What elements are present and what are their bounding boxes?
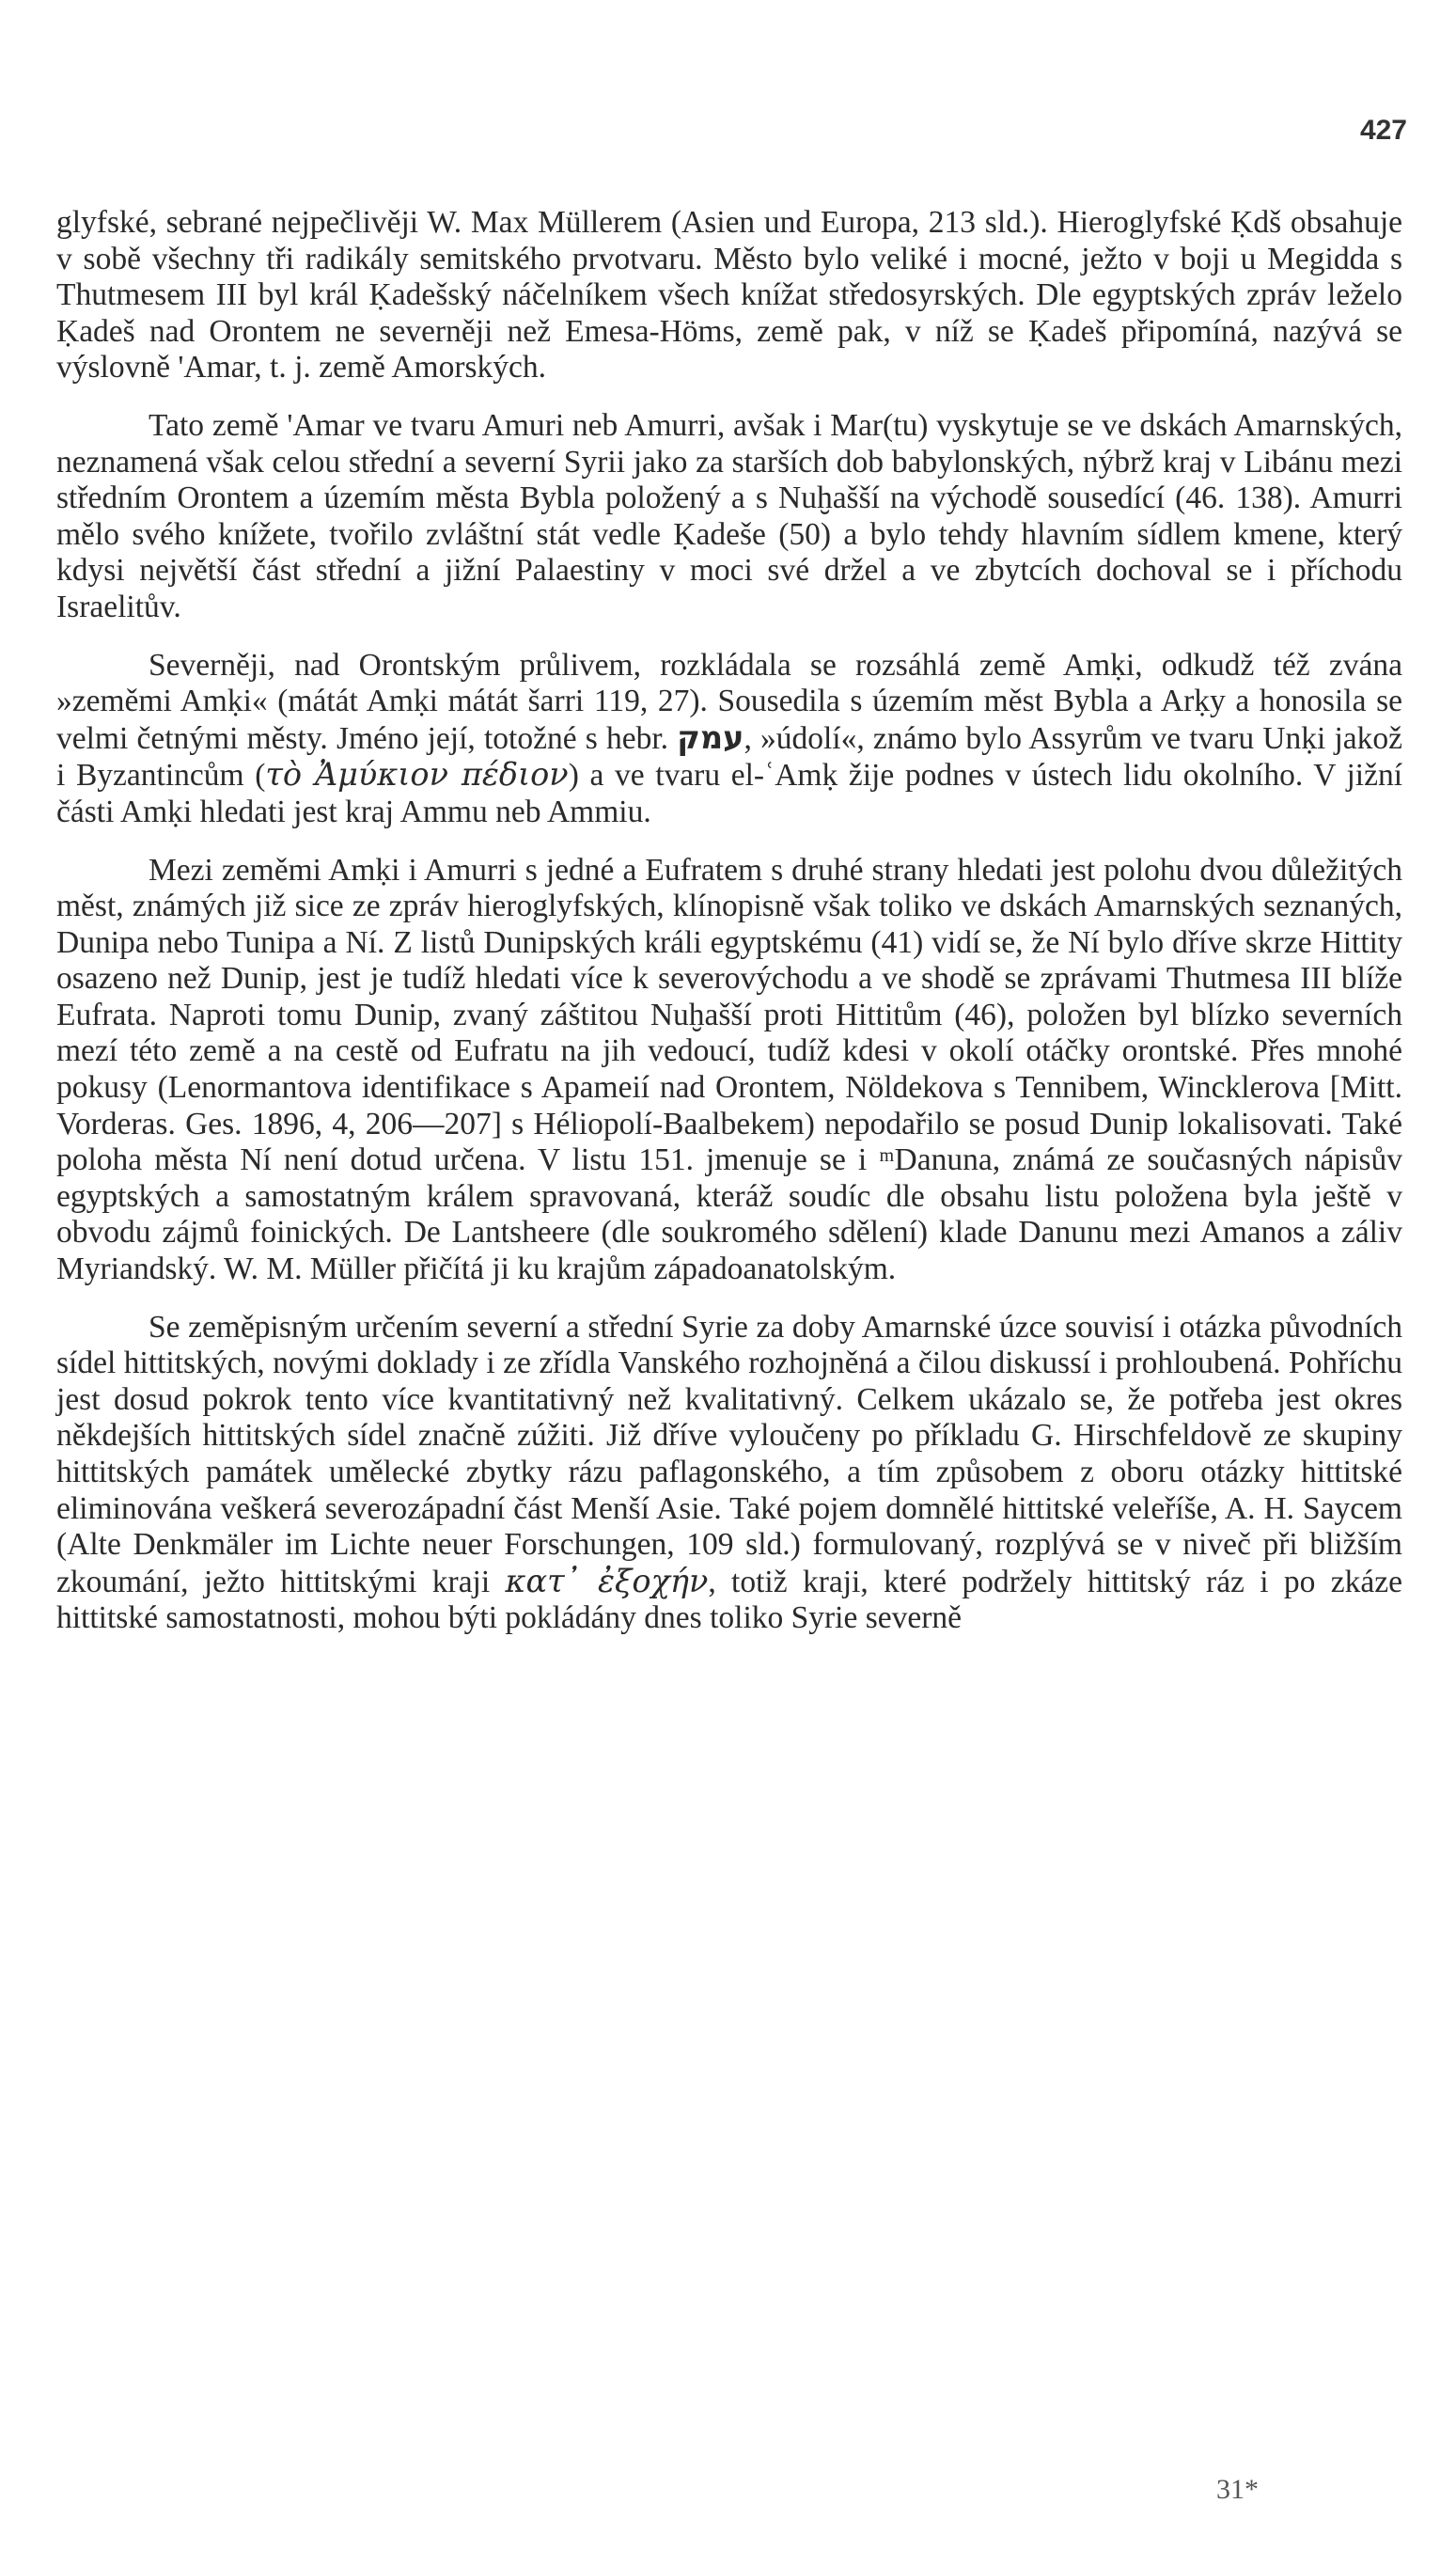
paragraph	[56, 1310, 1402, 1637]
greek-phrase: τὸ Ἀμύκιον πέδιον	[265, 756, 569, 794]
greek-phrase: κατ᾿ ἐξοχήν	[505, 1562, 709, 1599]
paragraph	[56, 408, 1402, 626]
paragraph-text: glyfské, sebrané nejpečlivěji W. Max Müllerem (Asien und Europa, 213 sld.). Hieroglyfské Ḳdš obsahuje v sobě všechny tři radikály semitského prvotvaru. Město bylo veliké i mocné, ježto v boji u Megidda s Thutmesem III byl král Ḳadešský náčelníkem všech knížat středosyrských. Dle egyptských zpráv leželo Ḳadeš nad Orontem ne severněji než Emesa-Höms, země pak, v níž se Ḳadeš připomíná, nazývá se výslovně 'Amar, t. j. země Amorských.	[56, 205, 1402, 386]
paragraph	[56, 648, 1402, 831]
paragraph-text: , totiž kraji, které podržely hittitský ráz i po zkáze hittitské samostatnosti, mohou býti pokládány dnes toliko Syrie severně	[56, 1564, 1402, 1636]
paragraph-text: , »údolí«, známo bylo Assyrům ve tvaru Unḳi jakož i Byzantincům (	[56, 720, 1402, 794]
paragraph-text: Tato země 'Amar ve tvaru Amuri neb Amurri, avšak i Mar(tu) vyskytuje se ve dskách Amarnských, neznamená však celou střední a severní Syrii jako za starších dob babylonských, nýbrž kraj v Libánu mezi středním Orontem a územím města Bybla položený a s Nuḫašší na východě sousedící (46. 138). Amurri mělo svého knížete, tvořilo zvláštní stát vedle Ḳadeše (50) a bylo tehdy hlavním sídlem kmene, který kdysi největší část střední a jižní Palaestiny v moci své držel a ve zbytcích dochoval se i příchodu Israelitův.	[56, 407, 1402, 624]
hebrew-word: עמק	[677, 718, 744, 756]
body-text	[56, 205, 1402, 1659]
page-number: 427	[1359, 115, 1407, 146]
paragraph	[56, 205, 1402, 386]
paragraph-text: Mezi zeměmi Amḳi i Amurri s jedné a Eufratem s druhé strany hledati jest polohu dvou důležitých měst, známých již sice ze zpráv hieroglyfských, klínopisně však toliko ve dskách Amarnských seznaných, Dunipa nebo Tunipa a Ní. Z listů Dunipských králi egyptskému (41) vidí se, že Ní bylo dříve skrze Hittity osazeno než Dunip, jest je tudíž hledati více k severovýchodu a ve shodě se zprávami Thutmesa III blíže Eufrata. Naproti tomu Dunip, zvaný záštitou Nuḫašší proti Hittitům (46), položen byl blízko severních mezí této země a na cestě od Eufratu na jih vedoucí, tudíž kdesi v okolí otáčky orontské. Přes mnohé pokusy (Lenormantova identifikace s Apameií nad Orontem, Nöldekova s Tennibem, Wincklerova [Mitt. Vorderas. Ges. 1896, 4, 206—207] s Héliopolí-Baalbekem) nepodařilo se posud Dunip lokalisovati. Také poloha města Ní není dotud určena. V listu 151. jmenuje se i ᵐDanuna, známá ze současných nápisův egyptských a samostatným králem spravovaná, kteráž soudíc dle obsahu listu položena byla ještě v obvodu zájmů foinických. De Lantsheere (dle soukromého sdělení) klade Danunu mezi Amanos a záliv Myriandský. W. M. Müller přičítá ji ku krajům západoanatolským.	[56, 852, 1402, 1287]
paragraph-text: ) a ve tvaru el-ʿAmḳ žije podnes v ústech lidu okolního. V jižní části Amḳi hledati jest kraj Ammu neb Ammiu.	[56, 758, 1402, 829]
paragraph	[56, 853, 1402, 1288]
paragraph-text: Severněji, nad Orontským průlivem, rozkládala se rozsáhlá země Amḳi, odkudž též zvána »zeměmi Amḳi« (mátát Amḳi mátát šarri 119, 27). Sousedila s územím měst Bybla a Arḳy a honosila se velmi četnými městy. Jméno její, totožné s hebr.	[56, 647, 1402, 756]
paragraph-text: Se zeměpisným určením severní a střední Syrie za doby Amarnské úzce souvisí i otázka původních sídel hittitských, novými doklady i ze zřídla Vanského rozhojněná a čilou diskussí i prohloubená. Pohříchu jest dosud pokrok tento více kvantitativný než kvalitativný. Celkem ukázalo se, že potřeba jest okres někdejších hittitských sídel značně zúžiti. Již dříve vyloučeny po příkladu G. Hirschfeldově ze skupiny hittitských památek umělecké zbytky rázu paflagonského, a tím způsobem z oboru otázky hittitské eliminována veškerá severozápadní část Menší Asie. Také pojem domnělé hittitské veleříše, A. H. Saycem (Alte Denkmäler im Lichte neuer Forschungen, 109 sld.) formulovaný, rozplývá se v niveč při bližším zkoumání, ježto hittitskými kraji	[56, 1309, 1402, 1599]
signature-mark: 31*	[1216, 2474, 1259, 2505]
